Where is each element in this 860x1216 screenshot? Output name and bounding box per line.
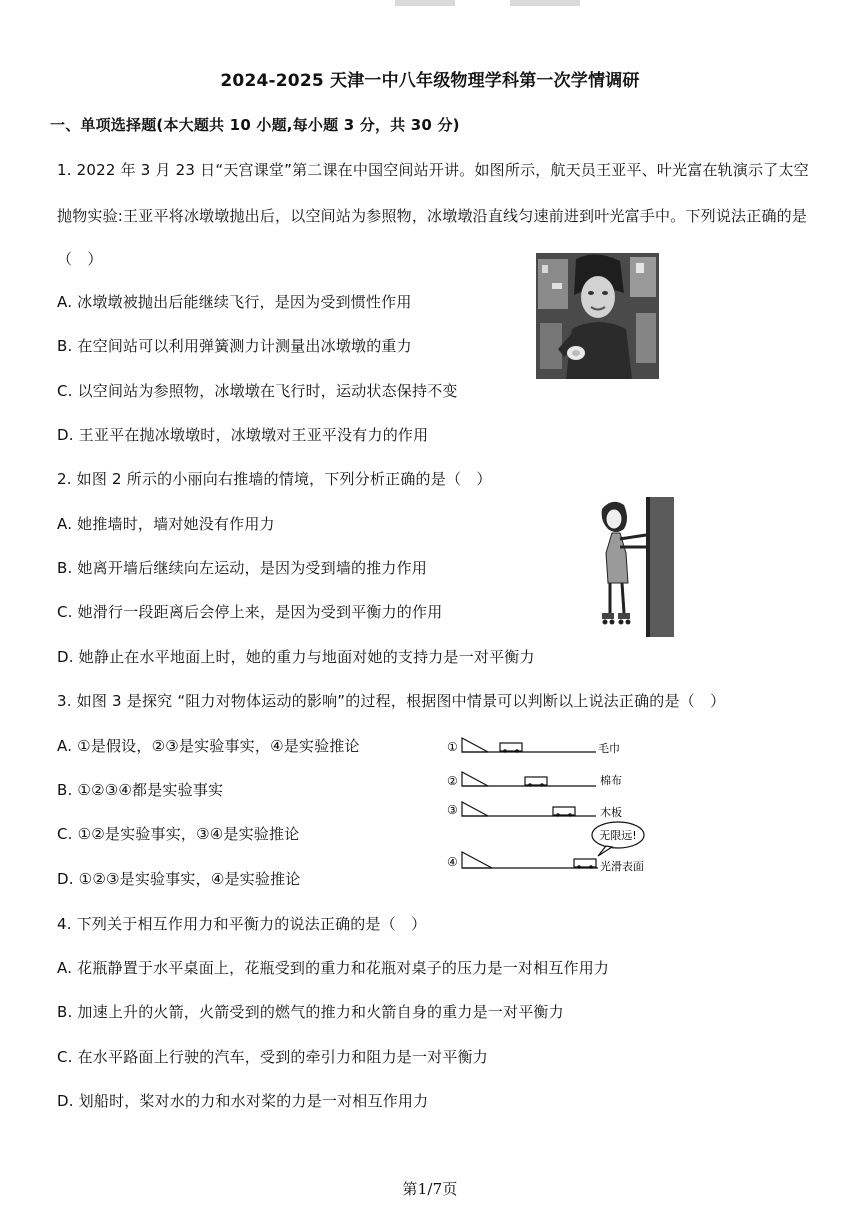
question-3-stem: 3. 如图 3 是探究 “阻力对物体运动的影响”的过程，根据图中情景可以判断以上说法正确的是（ ） <box>57 692 726 710</box>
astronaut-photo <box>536 253 659 379</box>
question-1-option-c: C. 以空间站为参照物，冰墩墩在飞行时，运动状态保持不变 <box>57 382 458 400</box>
question-3-option-a: A. ①是假设，②③是实验事实，④是实验推论 <box>57 737 360 755</box>
question-1-option-a: A. 冰墩墩被抛出后能继续飞行，是因为受到惯性作用 <box>57 293 412 311</box>
question-1-stem-line-2: 抛物实验:王亚平将冰墩墩抛出后，以空间站为参照物，冰墩墩沿直线匀速前进到叶光富手中。下列说法正确的是 <box>57 207 808 225</box>
scan-artifact <box>395 0 455 6</box>
incline-experiment-figure <box>440 728 660 880</box>
question-1-option-b: B. 在空间站可以利用弹簧测力计测量出冰墩墩的重力 <box>57 337 412 355</box>
scan-artifact <box>510 0 580 6</box>
surface-label-cotton: 棉布 <box>600 774 622 787</box>
girl-pushing-wall-figure <box>590 495 682 640</box>
question-2-option-a: A. 她推墙时，墙对她没有作用力 <box>57 515 275 533</box>
marker-3: ③ <box>447 803 458 817</box>
question-1-option-d: D. 王亚平在抛冰墩墩时，冰墩墩对王亚平没有力的作用 <box>57 426 429 444</box>
question-4-option-c: C. 在水平路面上行驶的汽车，受到的牵引力和阻力是一对平衡力 <box>57 1048 489 1066</box>
question-3-option-c: C. ①②是实验事实，③④是实验推论 <box>57 825 300 843</box>
question-4-option-d: D. 划船时，桨对水的力和水对桨的力是一对相互作用力 <box>57 1092 429 1110</box>
page-title: 2024-2025 天津一中八年级物理学科第一次学情调研 <box>220 71 640 91</box>
question-4-stem: 4. 下列关于相互作用力和平衡力的说法正确的是（ ） <box>57 915 427 933</box>
surface-label-towel: 毛巾 <box>598 742 620 755</box>
question-4-option-b: B. 加速上升的火箭，火箭受到的燃气的推力和火箭自身的重力是一对平衡力 <box>57 1003 564 1021</box>
infinity-bubble-text: 无限远! <box>599 829 637 842</box>
question-1-stem-line-1: 1. 2022 年 3 月 23 日“天宫课堂”第二课在中国空间站开讲。如图所示，航天员王亚平、叶光富在轨演示了太空 <box>57 161 809 179</box>
question-1-answer-blank: （ ） <box>57 250 103 268</box>
question-3-option-d: D. ①②③是实验事实，④是实验推论 <box>57 870 301 888</box>
page-number: 第1/7页 <box>402 1180 458 1198</box>
surface-label-smooth: 光滑表面 <box>600 860 644 873</box>
question-2-option-b: B. 她离开墙后继续向左运动，是因为受到墙的推力作用 <box>57 559 428 577</box>
question-3-option-b: B. ①②③④都是实验事实 <box>57 781 224 799</box>
surface-label-wood: 木板 <box>600 806 622 819</box>
marker-2: ② <box>447 774 458 788</box>
section-heading: 一、单项选择题(本大题共 10 小题,每小题 3 分，共 30 分) <box>50 116 460 134</box>
question-4-option-a: A. 花瓶静置于水平桌面上，花瓶受到的重力和花瓶对桌子的压力是一对相互作用力 <box>57 959 610 977</box>
marker-4: ④ <box>447 855 458 869</box>
question-2-option-d: D. 她静止在水平地面上时，她的重力与地面对她的支持力是一对平衡力 <box>57 648 535 666</box>
question-2-option-c: C. 她滑行一段距离后会停上来，是因为受到平衡力的作用 <box>57 603 443 621</box>
marker-1: ① <box>447 740 458 754</box>
question-2-stem: 2. 如图 2 所示的小丽向右推墙的情境，下列分析正确的是（ ） <box>57 470 492 488</box>
